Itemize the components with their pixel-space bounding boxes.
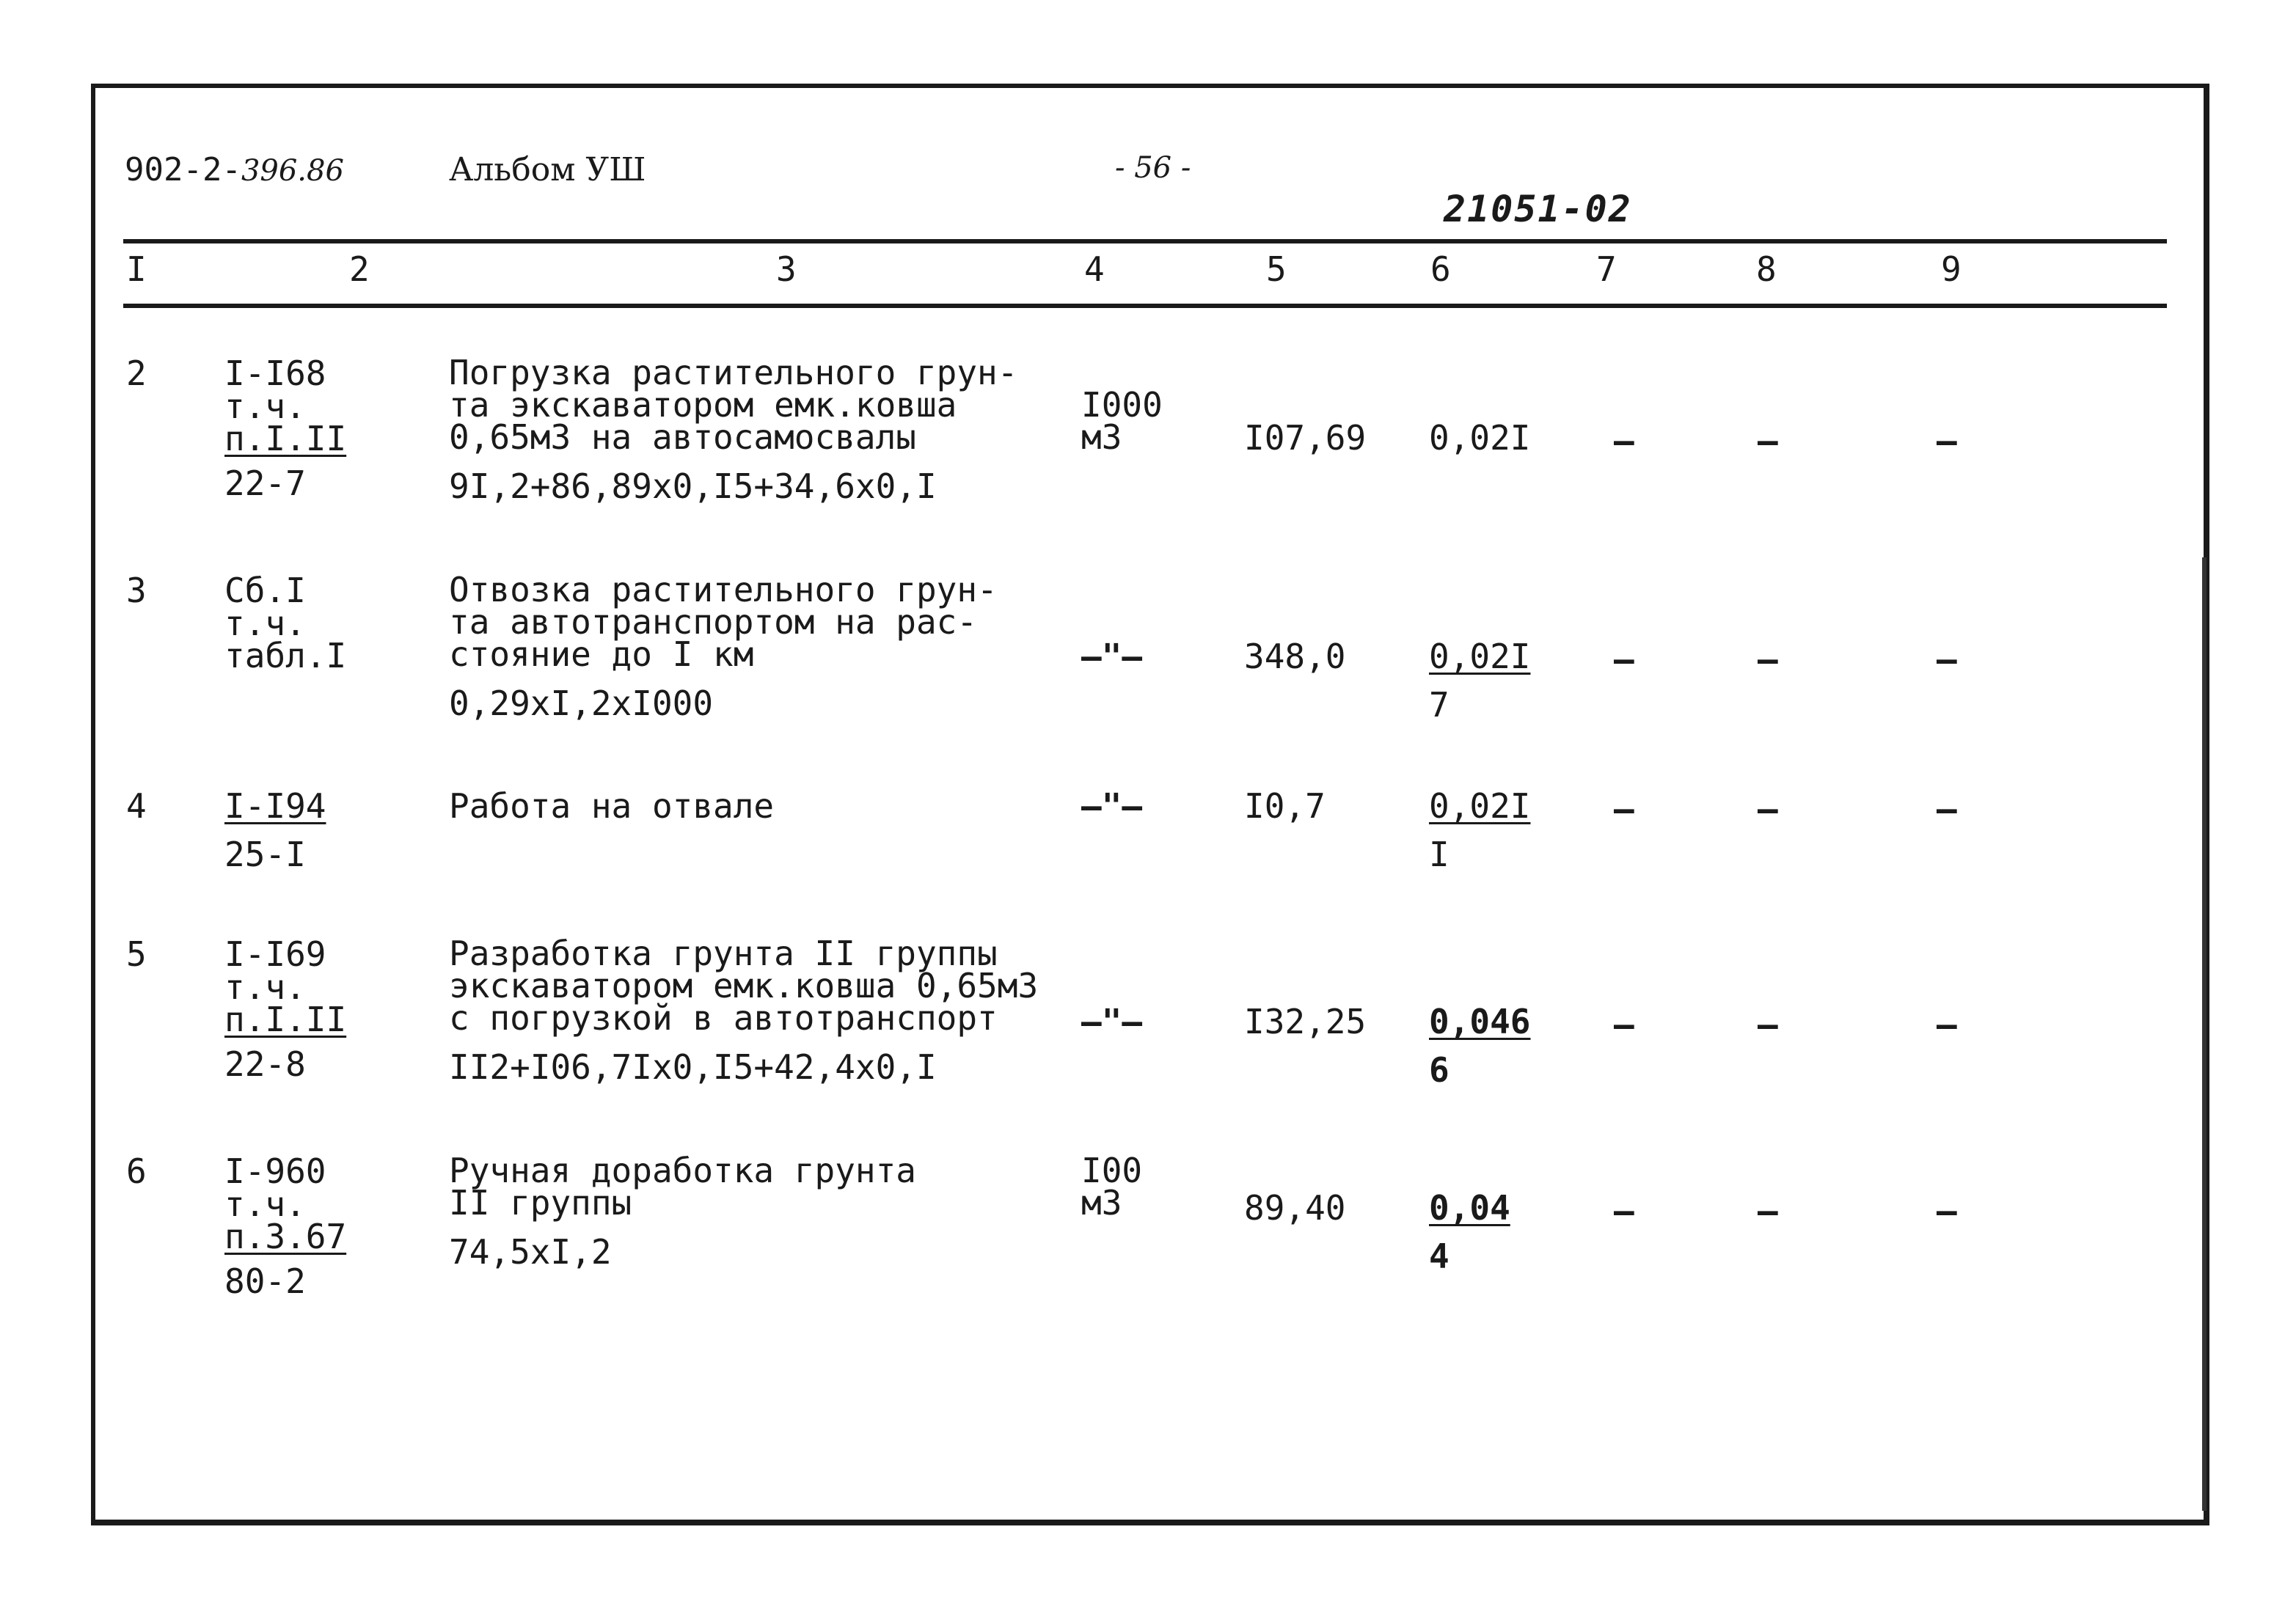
- formula: 9I,2+86,89x0,I5+34,6x0,I: [449, 466, 937, 506]
- desc-line: экскаватором емк.ковша 0,65м3: [449, 966, 1039, 1005]
- doc-code: [125, 151, 344, 188]
- desc-line: Отвозка растительного грун-: [449, 570, 998, 609]
- row-4-col8: –: [1758, 789, 1778, 829]
- header-rule-bottom: [123, 304, 2167, 308]
- row-3-col9: –: [1937, 640, 1957, 679]
- row-2-code: [224, 353, 347, 503]
- row-5-col7: –: [1614, 1005, 1634, 1044]
- qty-value: 0,02I: [1429, 786, 1531, 826]
- code-line: п.I.II: [224, 419, 347, 458]
- row-6-desc: [449, 1151, 916, 1272]
- code-line: п.I.II: [224, 1000, 347, 1039]
- code-line: 25-I: [224, 835, 306, 874]
- doc-code-prefix: 902-2-: [125, 151, 241, 188]
- formula: 0,29xI,2xI000: [449, 684, 714, 723]
- row-2-col7: –: [1614, 421, 1634, 461]
- row-6-col7: –: [1614, 1191, 1634, 1231]
- code-line: табл.I: [224, 636, 347, 675]
- row-6-code: [224, 1151, 347, 1301]
- row-2-col8: –: [1758, 421, 1778, 461]
- row-5-unit: –"–: [1081, 1002, 1143, 1041]
- row-3-unit: –"–: [1081, 637, 1143, 676]
- unit-line: м3: [1081, 1183, 1122, 1223]
- row-3-num: 3: [126, 571, 147, 610]
- qty-sub: 4: [1429, 1237, 1449, 1276]
- row-5-price: I32,25: [1244, 1002, 1367, 1041]
- row-4-code: [224, 786, 326, 874]
- page-frame: [91, 84, 2209, 1525]
- row-4-desc: Работа на отвале: [449, 786, 775, 826]
- unit-line: I00: [1081, 1151, 1143, 1190]
- col-num-4: 4: [1084, 249, 1105, 289]
- qty-value: 0,04: [1429, 1188, 1510, 1228]
- qty-value: 0,046: [1429, 1002, 1531, 1041]
- row-4-unit: –"–: [1081, 786, 1143, 826]
- code-line: I-I94: [224, 786, 326, 826]
- row-5-col9: –: [1937, 1005, 1957, 1044]
- row-5-code: [224, 934, 347, 1084]
- desc-line: с погрузкой в автотранспорт: [449, 998, 998, 1038]
- row-6-col9: –: [1937, 1191, 1957, 1231]
- row-5-num: 5: [126, 934, 147, 974]
- row-2-col9: –: [1937, 421, 1957, 461]
- row-5-qty: [1429, 1002, 1531, 1090]
- album-title: Альбом УШ: [449, 151, 646, 188]
- code-line: I-960: [224, 1151, 326, 1191]
- row-6-unit: [1081, 1151, 1143, 1223]
- row-6-num: 6: [126, 1151, 147, 1191]
- page-number: - 56 -: [1115, 151, 1191, 185]
- desc-line: Разработка грунта II группы: [449, 934, 998, 973]
- stamp-number: 21051-02: [1444, 188, 1632, 230]
- qty-value: 0,02I: [1429, 637, 1531, 676]
- doc-code-handwritten: 396.86: [241, 154, 344, 188]
- desc-line: II группы: [449, 1183, 632, 1223]
- row-3-col8: –: [1758, 640, 1778, 679]
- header-rule-top: [123, 239, 2167, 243]
- code-line: 22-7: [224, 464, 306, 503]
- code-line: I-I68: [224, 353, 326, 393]
- col-num-7: 7: [1596, 249, 1617, 289]
- unit-line: м3: [1081, 417, 1122, 457]
- row-4-price: I0,7: [1244, 786, 1326, 826]
- row-3-code: [224, 571, 347, 675]
- col-num-5: 5: [1266, 249, 1287, 289]
- desc-line: та автотранспортом на рас-: [449, 602, 978, 642]
- qty-sub: I: [1429, 835, 1449, 874]
- row-4-qty: [1429, 786, 1531, 874]
- row-6-price: 89,40: [1244, 1188, 1346, 1228]
- row-2-num: 2: [126, 353, 147, 393]
- desc-line: Ручная доработка грунта: [449, 1151, 916, 1190]
- row-4-num: 4: [126, 786, 147, 826]
- row-3-col7: –: [1614, 640, 1634, 679]
- unit-line: I000: [1081, 385, 1163, 425]
- code-line: т.ч.: [224, 967, 306, 1007]
- row-6-col8: –: [1758, 1191, 1778, 1231]
- row-3-desc: [449, 570, 998, 723]
- code-line: т.ч.: [224, 386, 306, 426]
- row-6-qty: [1429, 1188, 1510, 1276]
- qty-sub: 7: [1429, 685, 1449, 725]
- row-5-col8: –: [1758, 1005, 1778, 1044]
- row-4-col9: –: [1937, 789, 1957, 829]
- formula: II2+I06,7Ix0,I5+42,4x0,I: [449, 1047, 937, 1087]
- code-line: т.ч.: [224, 1184, 306, 1224]
- row-4-col7: –: [1614, 789, 1634, 829]
- col-num-8: 8: [1756, 249, 1777, 289]
- col-num-9: 9: [1941, 249, 1962, 289]
- row-2-qty: 0,02I: [1429, 418, 1531, 458]
- row-2-price: I07,69: [1244, 418, 1367, 458]
- scan-edge-bar: [2202, 557, 2207, 1511]
- desc-line: стояние до I км: [449, 634, 754, 674]
- row-2-desc: [449, 353, 1018, 506]
- row-3-price: 348,0: [1244, 637, 1346, 676]
- code-line: т.ч.: [224, 604, 306, 643]
- code-line: 80-2: [224, 1261, 306, 1301]
- qty-sub: 6: [1429, 1050, 1449, 1090]
- row-5-desc: [449, 934, 1039, 1087]
- col-num-1: I: [126, 249, 147, 289]
- col-num-2: 2: [349, 249, 370, 289]
- formula: 74,5xI,2: [449, 1232, 612, 1272]
- desc-line: 0,65м3 на автосамосвалы: [449, 417, 916, 457]
- code-line: Сб.I: [224, 571, 306, 610]
- code-line: 22-8: [224, 1044, 306, 1084]
- desc-line: Погрузка растительного грун-: [449, 353, 1018, 392]
- col-num-6: 6: [1430, 249, 1451, 289]
- code-line: I-I69: [224, 934, 326, 974]
- code-line: п.3.67: [224, 1217, 347, 1256]
- row-2-unit: [1081, 385, 1163, 457]
- row-3-qty: [1429, 637, 1531, 725]
- col-num-3: 3: [776, 249, 797, 289]
- desc-line: та экскаватором емк.ковша: [449, 385, 957, 425]
